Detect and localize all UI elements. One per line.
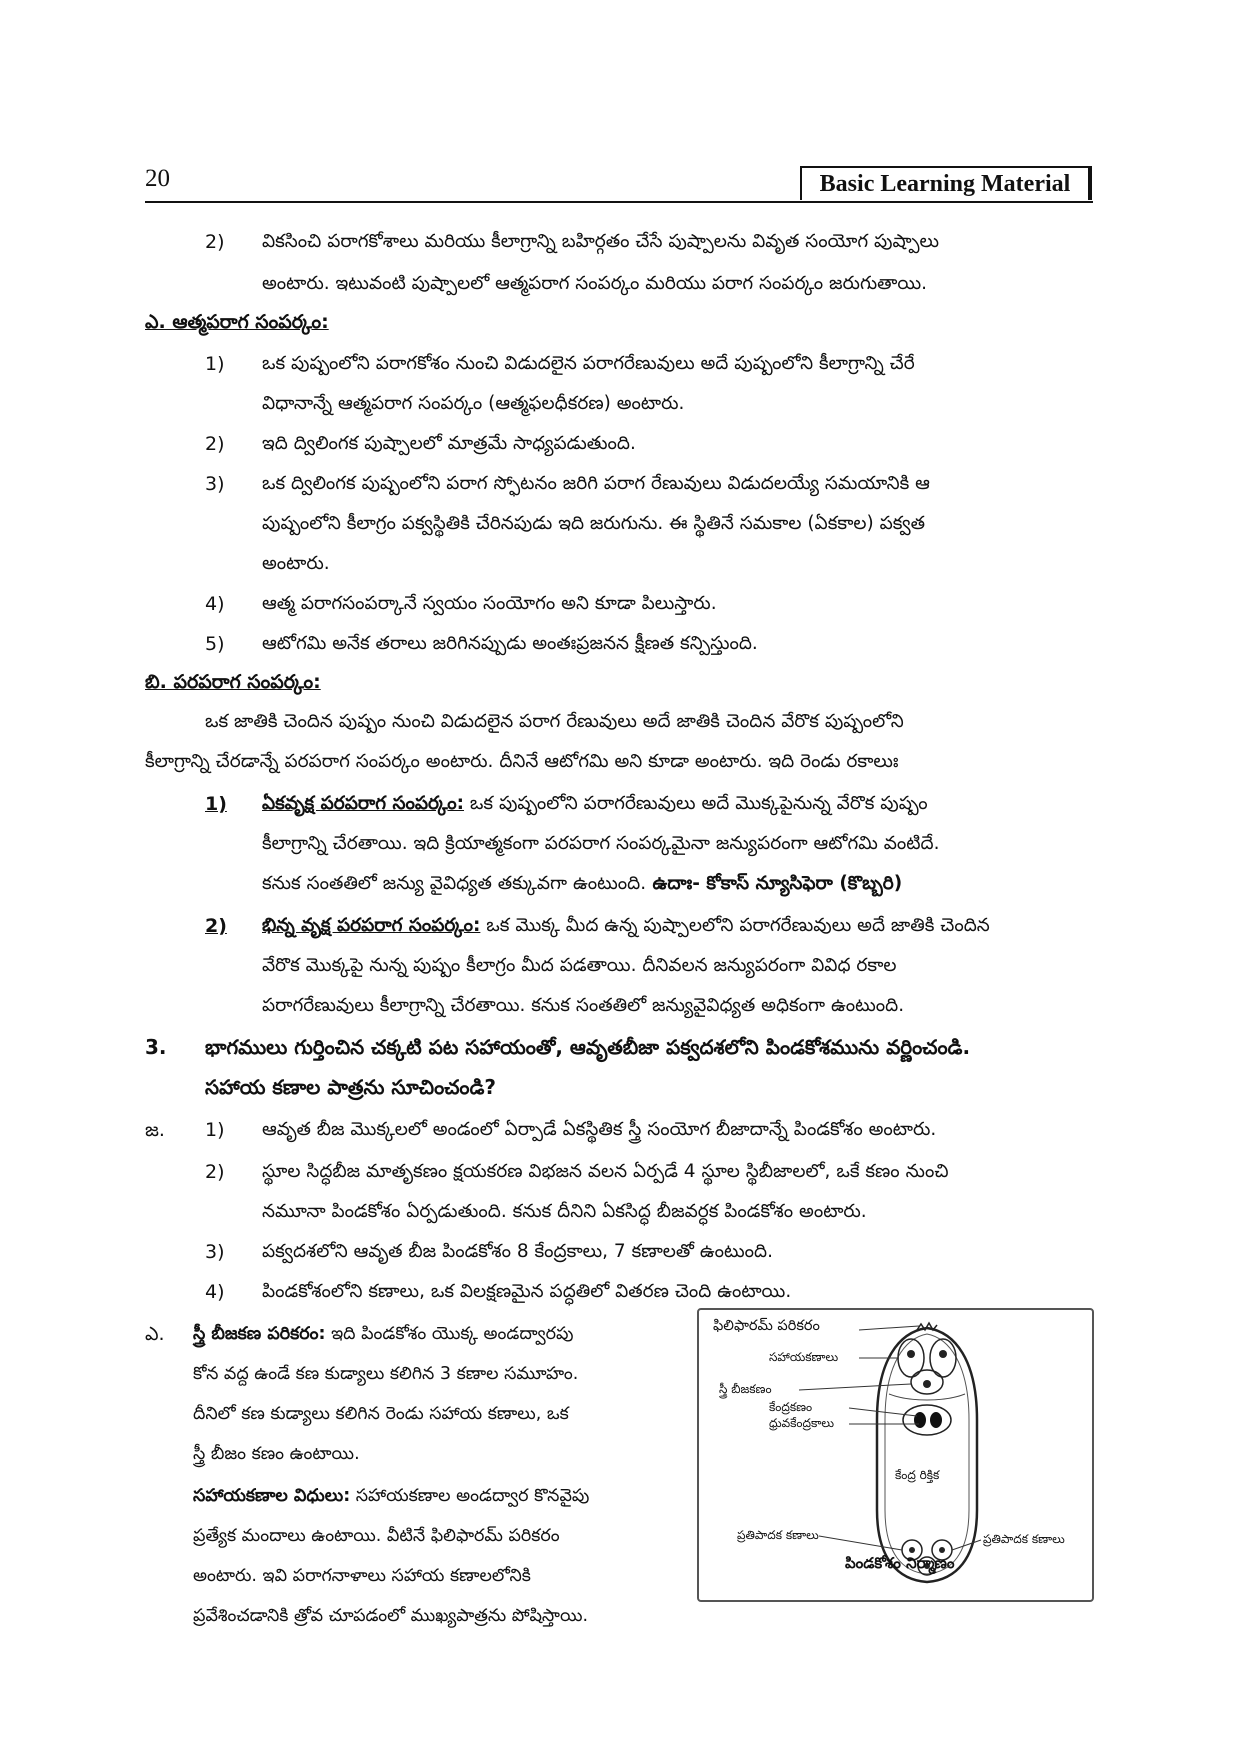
- text-line: అంటారు. ఇటువంటి పుష్పాలలో ఆత్మపరాగ సంపర్కం మరియు పరాగ సంపర్కం జరుగుతాయి.: [262, 273, 928, 294]
- text-line: ప్రవేశించడానికి త్రోవ చూపడంలో ముఖ్యపాత్రను పోషిస్తాయి.: [193, 1606, 589, 1626]
- question-line: భాగములు గుర్తించిన చక్కటి పట సహాయంతో, ఆవృతబీజా పక్వదశలోని పిండకోశమును వర్ణించండి.: [205, 1035, 971, 1059]
- section-heading-cross-pollination: బి. పరపరాగ సంపర్కం:: [145, 671, 321, 693]
- text-span: ఒక పుష్పంలోని పరాగరేణువులు అదే మొక్కపైనున్న వేరొక పుష్పం: [464, 793, 928, 814]
- text-line: అంటారు. ఇవి పరాగనాళాలు సహాయ కణాలలోనికి: [193, 1566, 531, 1586]
- embryo-sac-figure: [697, 1308, 1094, 1602]
- text-line: [262, 912, 990, 940]
- label-central-vacuole: కేంద్ర రిక్తిక: [895, 1468, 940, 1482]
- text-line: [262, 870, 902, 898]
- text-line: [193, 1320, 573, 1348]
- page-number: 20: [145, 165, 170, 192]
- list-number: 2): [205, 915, 227, 937]
- term-synergid-functions: సహాయకణాల విధులు:: [193, 1486, 351, 1506]
- label-antipodal-right: ప్రతిపాదక కణాలు: [983, 1532, 1065, 1546]
- text-line: [193, 1482, 589, 1510]
- list-number: 5): [205, 633, 225, 655]
- term-geitonogamy: ఏకవృక్ష పరపరాగ సంపర్కం:: [262, 793, 464, 814]
- text-line: ఆవృత బీజ మొక్కలలో అండంలో ఏర్పాడే ఏకస్థితిక స్త్రీ సంయోగ బీజాదాన్నే పిండకోశం అంటారు.: [262, 1119, 937, 1140]
- label-egg: స్త్రీ బీజకణం: [719, 1382, 772, 1396]
- text-line: ఆత్మ పరాగసంపర్కానే స్వయం సంయోగం అని కూడా పిలుస్తారు.: [262, 593, 717, 614]
- text-line: ఒక ద్విలింగక పుష్పంలోని పరాగ స్ఫోటనం జరిగి పరాగ రేణువులు విడుదలయ్యే సమయానికి ఆ: [262, 473, 930, 494]
- text-line: విధానాన్నే ఆత్మపరాగ సంపర్కం (ఆత్మఫలధీకరణ) అంటారు.: [262, 393, 685, 414]
- text-line: కీలాగ్రాన్ని చేరడాన్నే పరపరాగ సంపర్కం అంటారు. దీనినే ఆటోగమి అని కూడా అంటారు. ఇది రెండు రకాలుః: [145, 751, 899, 772]
- section-heading-self-pollination: ఎ. ఆత్మపరాగ సంపర్కం:: [145, 311, 329, 333]
- answer-label: జ.: [145, 1119, 165, 1141]
- label-synergids: సహాయకణాలు: [769, 1350, 839, 1364]
- label-nucleus: కేంద్రకణం: [769, 1400, 813, 1414]
- figure-caption: పిండకోశం నిర్మాణం: [845, 1554, 955, 1572]
- text-line: కోన వద్ద ఉండే కణ కుడ్యాలు కలిగిన 3 కణాల సమూహం.: [193, 1364, 579, 1384]
- list-number: 2): [205, 1161, 225, 1183]
- header-rule: [145, 201, 1093, 203]
- text-span: ఒక మొక్క మీద ఉన్న పుష్పాలలోని పరాగరేణువులు అదే జాతికి చెందిన: [480, 915, 990, 936]
- label-antipodal-left: ప్రతిపాదక కణాలు: [737, 1528, 819, 1542]
- text-line: కీలాగ్రాన్ని చేరతాయి. ఇది క్రియాత్మకంగా పరపరాగ సంపర్కమైనా జన్యుపరంగా ఆటోగమి వంటిదే.: [262, 833, 940, 854]
- text-line: దీనిలో కణ కుడ్యాలు కలిగిన రెండు సహాయ కణాలు, ఒక: [193, 1404, 569, 1424]
- text-line: పిండకోశంలోని కణాలు, ఒక విలక్షణమైన పద్ధతిలో వితరణ చెంది ఉంటాయి.: [262, 1281, 792, 1302]
- text-line: నమూనా పిండకోశం ఏర్పడుతుంది. కనుక దీనిని ఏకసిద్ధ బీజవర్ధక పిండకోశం అంటారు.: [262, 1201, 867, 1222]
- list-number: 1): [205, 353, 225, 375]
- question-number: 3.: [145, 1035, 167, 1059]
- text-span: సహాయకణాల అండద్వార కొనవైపు: [350, 1486, 590, 1506]
- text-line: ఇది ద్విలింగక పుష్పాలలో మాత్రమే సాధ్యపడుతుంది.: [262, 433, 636, 454]
- label-filiform: ఫిలిఫారమ్ పరికరం: [713, 1318, 820, 1334]
- term-egg-apparatus: స్త్రీ బీజకణ పరికరం:: [193, 1324, 326, 1344]
- text-line: ఒక జాతికి చెందిన పుష్పం నుంచి విడుదలైన పరాగ రేణువులు అదే జాతికి చెందిన వేరొక పుష్పంలోని: [205, 711, 904, 732]
- list-number: 2): [205, 231, 225, 253]
- list-number: 2): [205, 433, 225, 455]
- list-number: 1): [205, 1119, 225, 1141]
- text-line: స్థూల సిద్ధబీజ మాతృకణం క్షయకరణ విభజన వలన ఏర్పడే 4 స్థూల స్థిబీజాలలో, ఒకే కణం నుంచి: [262, 1161, 949, 1182]
- header-title: Basic Learning Material: [800, 166, 1092, 200]
- label-polar-nuclei: ధ్రువకేంద్రకాలు: [769, 1416, 835, 1430]
- list-number: 1): [205, 793, 227, 815]
- term-xenogamy: భిన్న వృక్ష పరపరాగ సంపర్కం:: [262, 915, 481, 936]
- list-number: 4): [205, 1281, 225, 1303]
- list-number: 3): [205, 1241, 225, 1263]
- text-line: స్త్రీ బీజం కణం ఉంటాయి.: [193, 1444, 360, 1464]
- text-span: ఇది పిండకోశం యొక్క అండద్వారపు: [325, 1324, 574, 1344]
- example-text: ఉదాః- కోకాస్ న్యూసిఫెరా (కొబ్బరి): [646, 873, 903, 894]
- text-line: ఒక పుష్పంలోని పరాగకోశం నుంచి విడుదలైన పరాగరేణువులు అదే పుష్పంలోని కీలాగ్రాన్ని చేరే: [262, 353, 915, 374]
- text-line: పుష్పంలోని కీలాగ్రం పక్వస్థితికి చేరినపుడు ఇది జరుగును. ఈ స్థితినే సమకాల (ఏకకాల) పక్వత: [262, 513, 925, 534]
- text-line: పక్వదశలోని ఆవృత బీజ పిండకోశం 8 కేంద్రకాలు, 7 కణాలతో ఉంటుంది.: [262, 1241, 773, 1262]
- text-line: పరాగరేణువులు కీలాగ్రాన్ని చేరతాయి. కనుక సంతతిలో జన్యువైవిధ్యత అధికంగా ఉంటుంది.: [262, 995, 905, 1016]
- sub-label: ఎ.: [145, 1323, 165, 1345]
- list-number: 4): [205, 593, 225, 615]
- text-line: [262, 790, 928, 818]
- text-line: ప్రత్యేక మందాలు ఉంటాయి. వీటినే ఫిలిఫారమ్ పరికరం: [193, 1526, 560, 1546]
- text-line: వేరొక మొక్కపై నున్న పుష్పం కీలాగ్రం మీద పడతాయి. దీనివలన జన్యుపరంగా వివిధ రకాల: [262, 955, 897, 976]
- text-line: అంటారు.: [262, 553, 330, 574]
- question-line: సహాయ కణాల పాత్రను సూచించండి?: [205, 1075, 496, 1099]
- text-span: కనుక సంతతిలో జన్యు వైవిధ్యత తక్కువగా ఉంటుంది.: [262, 873, 647, 894]
- text-line: వికసించి పరాగకోశాలు మరియు కీలాగ్రాన్ని బహిర్గతం చేసే పుష్పాలను వివృత సంయోగ పుష్పాలు: [262, 231, 939, 252]
- list-number: 3): [205, 473, 225, 495]
- text-line: ఆటోగమి అనేక తరాలు జరిగినప్పుడు అంతఃప్రజనన క్షీణత కన్పిస్తుంది.: [262, 633, 758, 654]
